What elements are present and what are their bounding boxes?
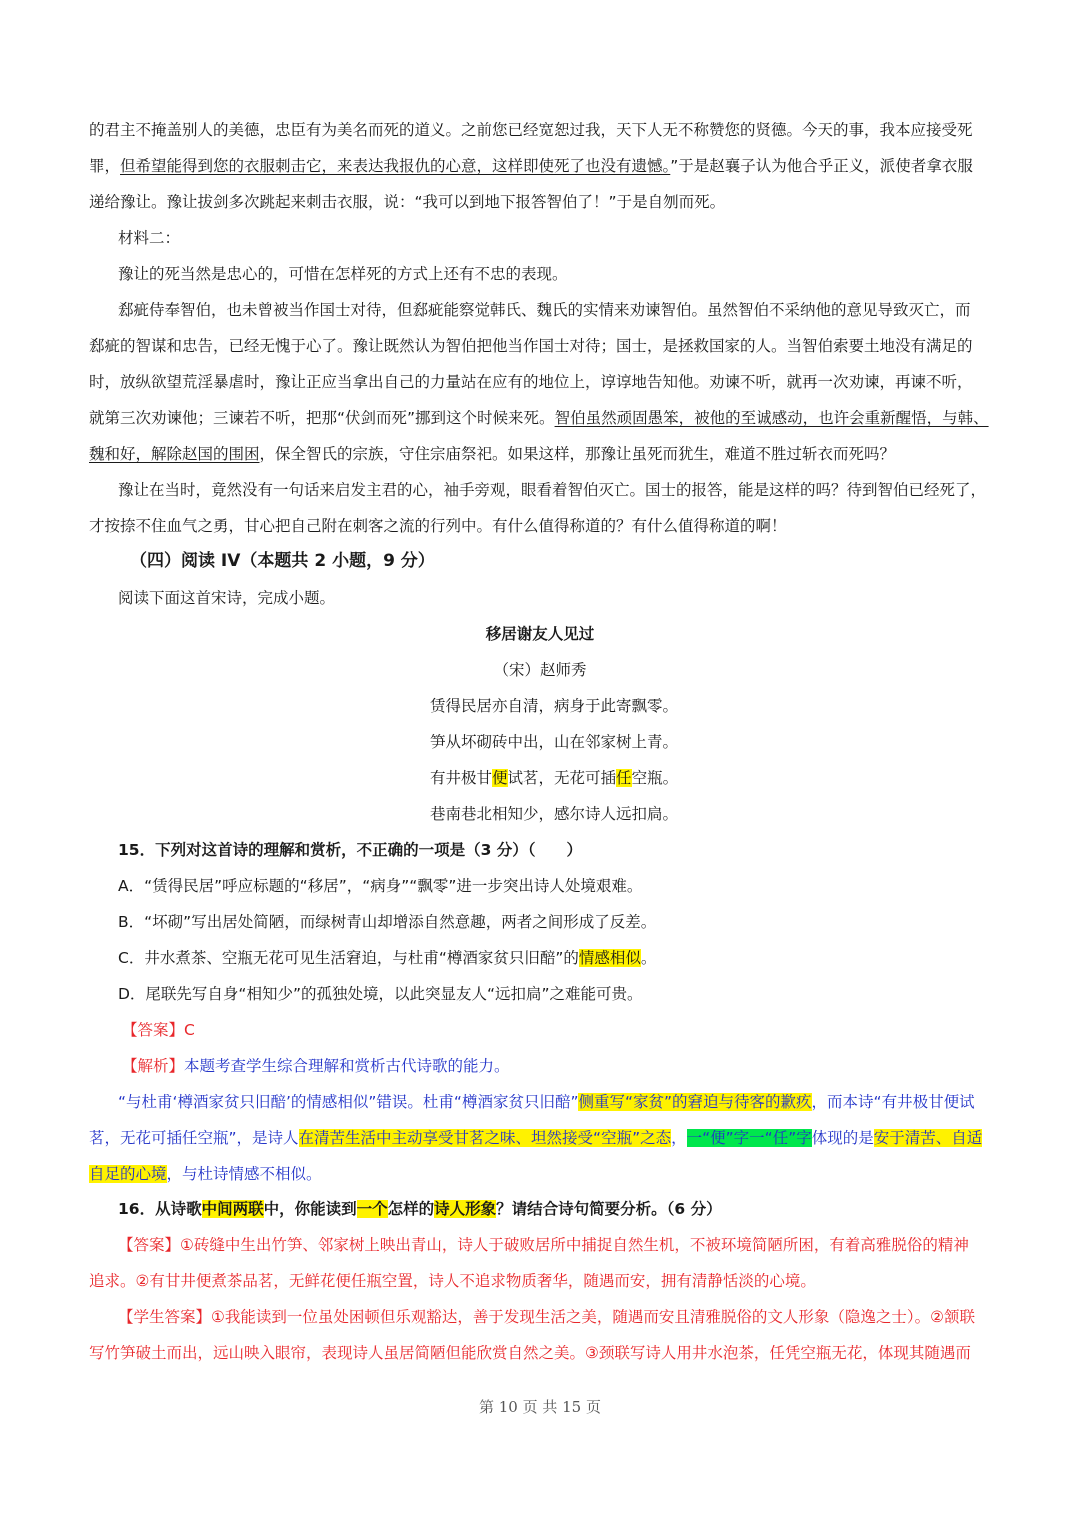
- underlined-sentence: 智伯虽然顽固愚笨，被他的至诚感动，也许会重新醒悟，与韩、: [554, 409, 989, 427]
- page-number: 第 10 页 共 15 页: [478, 1398, 601, 1416]
- option-a: A．“赁得民居”呼应标题的“移居”，“病身”“飘零”进一步突出诗人处境艰难。: [118, 877, 643, 895]
- highlighted-phrase: 安于清苦、自适: [873, 1129, 983, 1147]
- highlighted-phrase: 情感相似: [578, 949, 641, 967]
- text-span: ，而本诗“有井极甘便试: [811, 1093, 975, 1111]
- text-span: ，保全智氏的宗族，守住宗庙祭祀。如果这样，那豫让虽死而犹生，难道不胜过斩衣而死吗？: [259, 445, 896, 463]
- option-c: [118, 946, 993, 970]
- text-span: C．井水煮茶、空瓶无花可见生活窘迫，与杜甫“樽酒家贫只旧醅”的: [118, 949, 579, 967]
- text-span: 怎样的: [387, 1200, 435, 1218]
- text-span: 中，你能读到: [263, 1200, 357, 1218]
- underlined-sentence: 但希望能得到您的衣服刺击它，来表达我报仇的心意，这样即使死了也没有遗憾。: [120, 157, 671, 175]
- text-span: 茗，无花可插任空瓶”，是诗人: [89, 1129, 299, 1147]
- material-heading: 材料二：: [118, 229, 181, 247]
- section-intro: 阅读下面这首宋诗，完成小题。: [118, 589, 336, 607]
- section-title: （四）阅读 IV（本题共 2 小题，9 分）: [130, 551, 435, 571]
- text-line: [89, 154, 993, 178]
- highlighted-phrase: 中间两联: [201, 1200, 264, 1218]
- text-line: 递给豫让。豫让拔剑多次跳起来刺击衣服，说：“我可以到地下报答智伯了！”于是自刎而死。: [89, 193, 726, 211]
- highlighted-phrase: 一个: [356, 1200, 388, 1218]
- poem-line: [430, 766, 830, 790]
- poem-line: 笋从坏砌砖中出，山在邻家树上青。: [430, 733, 679, 751]
- highlighted-phrase: 自足的心境: [89, 1165, 167, 1183]
- explanation-line: [89, 1126, 993, 1150]
- highlighted-phrase: 在清苦生活中主动享受甘茗之味、坦然接受“空瓶”之态: [298, 1129, 672, 1147]
- highlighted-phrase: 侧重写“家贫”的窘迫与待客的歉疚: [578, 1093, 812, 1111]
- question-15-stem: 15．下列对这首诗的理解和赏析，不正确的一项是（3 分）（ ）: [118, 841, 583, 859]
- analysis-text: 本题考查学生综合理解和赏析古代诗歌的能力。: [184, 1057, 510, 1075]
- text-span: 罪，: [89, 157, 121, 175]
- option-b: B．“坏砌”写出居处简陋，而绿树青山却增添自然意趣，两者之间形成了反差。: [118, 913, 657, 931]
- text-line: 的君主不掩盖别人的美德，忠臣有为美名而死的道义。之前您已经宽恕过我，天下人无不称赞您的贤德。今天的事，我本应接受死: [89, 121, 973, 139]
- text-span: 。: [640, 949, 657, 967]
- highlighted-phrase: 诗人形象: [434, 1200, 497, 1218]
- answer-line: 【答案】①砖缝中生出竹笋、邻家树上映出青山，诗人于破败居所中捕捉自然生机，不被环境简陋所困，有着高雅脱俗的精神: [118, 1236, 969, 1254]
- poem-author: （宋）赵师秀: [493, 661, 587, 679]
- paragraph-line: 豫让的死当然是忠心的，可惜在怎样死的方式上还有不忠的表现。: [118, 265, 568, 283]
- text-span: 有井极甘: [430, 769, 493, 787]
- paragraph-line: [89, 406, 993, 430]
- underlined-sentence: 魏和好，解除赵国的围困: [89, 445, 260, 463]
- text-span: 试茗，无花可插: [507, 769, 617, 787]
- student-answer-line: 写竹笋破土而出，远山映入眼帘，表现诗人虽居简陋但能欣赏自然之美。③颈联写诗人用井水泡茶，任凭空瓶无花，体现其随遇而: [89, 1344, 971, 1362]
- text-span: “与杜甫‘樽酒家贫只旧醅’的情感相似”错误。杜甫“樽酒家贫只旧醅”: [118, 1093, 579, 1111]
- answer-line: [122, 1018, 992, 1042]
- student-answer-line: 【学生答案】①我能读到一位虽处困顿但乐观豁达，善于发现生活之美，随遇而安且清雅脱俗的文人形象（隐逸之士）。②颔联: [118, 1308, 976, 1326]
- poem-line: 巷南巷北相知少，感尔诗人远扣扃。: [430, 805, 679, 823]
- explanation-line: [118, 1090, 993, 1114]
- text-span: 空瓶。: [631, 769, 679, 787]
- explanation-line: [89, 1162, 993, 1186]
- analysis-line: [122, 1054, 992, 1078]
- question-16-stem: [118, 1197, 993, 1221]
- text-span: 16．从诗歌: [118, 1200, 202, 1218]
- text-span: 体现的是: [811, 1129, 874, 1147]
- highlighted-char: 便: [492, 769, 508, 787]
- green-highlighted-phrase: 一“便”字一“任”字: [686, 1129, 812, 1147]
- answer-label: 【答案】: [122, 1021, 185, 1039]
- poem-title: 移居谢友人见过: [485, 625, 595, 643]
- answer-value: C: [184, 1021, 195, 1039]
- analysis-label: 【解析】: [122, 1057, 185, 1075]
- paragraph-line: 才按捺不住血气之勇，甘心把自己附在刺客之流的行列中。有什么值得称道的？有什么值得称道的啊！: [89, 517, 787, 535]
- highlighted-char: 任: [616, 769, 632, 787]
- paragraph-line: 豫让在当时，竟然没有一句话来启发主君的心，袖手旁观，眼看着智伯灭亡。国士的报答，能是这样的吗？待到智伯已经死了，: [118, 481, 987, 499]
- paragraph-line: [89, 442, 993, 466]
- paragraph-line: 郄疵的智谋和忠告，已经无愧于心了。豫让既然认为智伯把他当作国士对待；国士，是拯救国家的人。当智伯索要土地没有满足的: [89, 337, 973, 355]
- answer-line: 追求。②有甘井便煮茶品茗，无鲜花便任瓶空置，诗人不追求物质奢华，随遇而安，拥有清静恬淡的心境。: [89, 1272, 816, 1290]
- text-span: ？请结合诗句简要分析。（6 分）: [496, 1200, 722, 1218]
- paragraph-line: 郄疵侍奉智伯，也未曾被当作国士对待，但郄疵能察觉韩氏、魏氏的实情来劝谏智伯。虽然智伯不采纳他的意见导致灭亡，而: [118, 301, 971, 319]
- text-span: ，: [671, 1129, 687, 1147]
- poem-line: 赁得民居亦自清，病身于此寄飘零。: [430, 697, 679, 715]
- text-span: ”于是赵襄子认为他合乎正义，派使者拿衣服: [670, 157, 973, 175]
- text-span: ，与杜诗情感不相似。: [166, 1165, 322, 1183]
- text-span: 就第三次劝谏他；三谏若不听，把那“伏剑而死”挪到这个时候来死。: [89, 409, 555, 427]
- paragraph-line: 时，放纵欲望荒淫暴虐时，豫让正应当拿出自己的力量站在应有的地位上，谆谆地告知他。劝谏不听，就再一次劝谏，再谏不听，: [89, 373, 973, 391]
- option-d: D．尾联先写自身“相知少”的孤独处境，以此突显友人“远扣扃”之难能可贵。: [118, 985, 643, 1003]
